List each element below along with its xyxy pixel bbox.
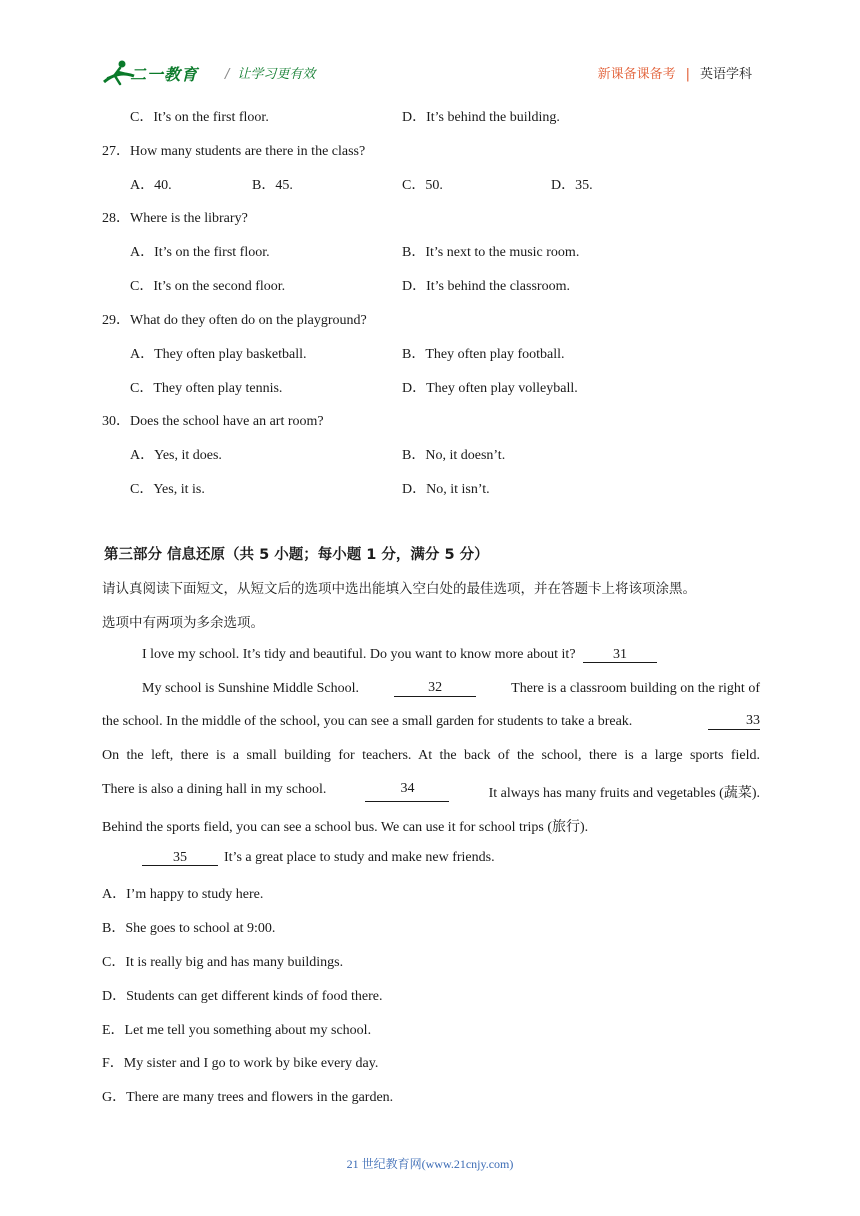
option-26-c: C．It’s on the first floor. (130, 110, 269, 125)
option-28-a: A．It’s on the first floor. (130, 245, 270, 260)
question-29: 29．What do they often do on the playground? (102, 313, 367, 328)
page-header (100, 52, 760, 92)
option-29-b: B．They often play football. (402, 347, 565, 362)
passage-line-2: My school is Sunshine Middle School. 32 There is a classroom building on the right of (142, 680, 760, 696)
question-28: 28．Where is the library? (102, 211, 248, 226)
passage-line-7: 35 It’s a great place to study and make new friends. (142, 850, 495, 866)
section-3-instruction-2: 选项中有两项为多余选项。 (102, 615, 264, 631)
option-27-a: A．40. (130, 178, 172, 193)
passage-line-3: the school. In the middle of the school, you can see a small garden for students to take a break. 33 (102, 713, 760, 729)
option-29-a: A．They often play basketball. (130, 347, 307, 362)
choice-g: G．There are many trees and flowers in the garden. (102, 1090, 394, 1105)
option-29-d: D．They often play volleyball. (402, 381, 578, 396)
option-26-d: D．It’s behind the building. (402, 110, 560, 125)
choice-f: F．My sister and I go to work by bike every day. (102, 1056, 379, 1071)
option-27-b: B．45. (252, 178, 293, 193)
section-3-instruction: 请认真阅读下面短文，从短文后的选项中选出能填入空白处的最佳选项，并在答题卡上将该项涂黑。 (102, 581, 696, 597)
option-27-c: C．50. (402, 178, 443, 193)
passage-line-4: On the left, there is a small building for teachers. At the back of the school, there is a large sports field. (102, 748, 760, 763)
passage-line-5: There is also a dining hall in my school. 34 It always has many fruits and vegetables (蔬菜). (102, 781, 760, 801)
blank-31: 31 (583, 648, 657, 663)
header-right (598, 63, 752, 82)
header-subject: 英语学科 (699, 67, 752, 82)
option-29-c: C．They often play tennis. (130, 381, 283, 396)
choice-c: C．It is really big and has many buildings. (102, 955, 344, 970)
choice-a: A．I’m happy to study here. (102, 887, 264, 902)
logo-text: 二一教育 (130, 65, 199, 84)
option-28-b: B．It’s next to the music room. (402, 245, 580, 260)
choice-b: B．She goes to school at 9:00. (102, 921, 276, 936)
blank-35: 35 (142, 851, 218, 866)
section-3-title: 第三部分 信息还原（共 5 小题；每小题 1 分，满分 5 分） (104, 547, 489, 563)
option-27-d: D．35. (551, 178, 593, 193)
page-footer: 21 世纪教育网(www.21cnjy.com) (346, 1157, 514, 1171)
option-30-b: B．No, it doesn’t. (402, 448, 506, 463)
option-30-d: D．No, it isn’t. (402, 482, 490, 497)
question-27: 27．How many students are there in the class? (102, 144, 366, 159)
passage-line-1: I love my school. It’s tidy and beautiful. Do you want to know more about it? 31 (142, 647, 657, 663)
blank-34: 34 (365, 782, 449, 802)
option-30-a: A．Yes, it does. (130, 448, 222, 463)
blank-33: 33 (708, 714, 760, 730)
header-separator: | (685, 67, 690, 82)
header-course-text: 新课备课备考 (597, 67, 676, 82)
option-28-d: D．It’s behind the classroom. (402, 279, 570, 294)
passage-line-6: Behind the sports field, you can see a school bus. We can use it for school trips (旅行). (102, 820, 589, 835)
question-30: 30．Does the school have an art room? (102, 414, 324, 429)
blank-32: 32 (394, 681, 476, 697)
option-30-c: C．Yes, it is. (130, 482, 205, 497)
choice-e: E．Let me tell you something about my school. (102, 1023, 372, 1038)
slogan: / 让学习更有效 (225, 67, 316, 82)
option-28-c: C．It’s on the second floor. (130, 279, 286, 294)
choice-d: D．Students can get different kinds of food there. (102, 989, 383, 1004)
